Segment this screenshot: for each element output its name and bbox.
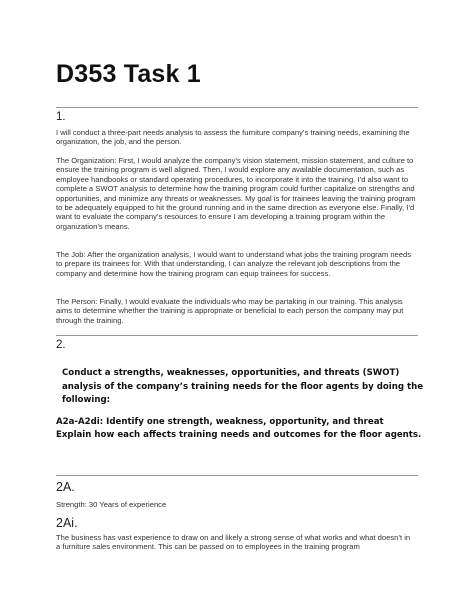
swot-prompt-identify: A2a-A2di: Identify one strength, weakness, opportunity, and threat	[56, 416, 384, 427]
swot-prompt-explain: Explain how each affects training needs and outcomes for the floor agents.	[56, 430, 422, 440]
section-divider	[56, 107, 418, 108]
section-divider	[56, 475, 418, 476]
job-paragraph: The Job: After the organization analysis, I would want to understand what jobs the training program needs to prepare its trainees for. With that understanding, I can analyze the relevant job descriptions from the company and determine how the training program can equip trainees for success.	[56, 250, 412, 278]
organization-paragraph: The Organization: First, I would analyze the company’s vision statement, mission statement, and culture to ensure the training program is well aligned. Then, I would explore any available documentation, such as employee handbooks or standard operating procedures, to incorporate it into the training. I’d also want to complete a SWOT analysis to determine how the training program could further capitalize on strengths and opportunities, and minimize any threats or weaknesses. My goal is for trainees leaving the training program to be adequately equipped to hit the ground running and in the same direction as everyone else. Finally, I’d want to evaluate the company’s resources to ensure I am developing a training program within the organization’s means.	[56, 156, 416, 231]
strength-line: Strength: 30 Years of experience	[56, 500, 167, 509]
swot-prompt	[56, 367, 426, 443]
section2ai-paragraph: The business has vast experience to draw on and likely a strong sense of what works and what doesn’t in a furniture sales environment. This can be passed on to employees in the training program	[56, 533, 411, 552]
section-number-2a: 2A.	[56, 480, 75, 494]
section-divider	[56, 335, 418, 336]
section1-intro-paragraph: I will conduct a three-part needs analysis to assess the furniture company’s training needs, examining the organization, the job, and the person.	[56, 128, 410, 147]
document-title: D353 Task 1	[56, 60, 201, 88]
section-number-2: 2.	[56, 339, 66, 351]
section-number-1: 1.	[56, 111, 66, 123]
section-number-2ai: 2Ai.	[56, 516, 78, 530]
person-paragraph: The Person: Finally, I would evaluate the individuals who may be partaking in our training. This analysis aims to determine whether the training is appropriate or beneficial to each person the company may put through the training.	[56, 297, 404, 325]
swot-prompt-intro: Conduct a strengths, weaknesses, opportunities, and threats (SWOT) analysis of the company’s training needs for the floor agents by doing the following:	[62, 368, 424, 405]
